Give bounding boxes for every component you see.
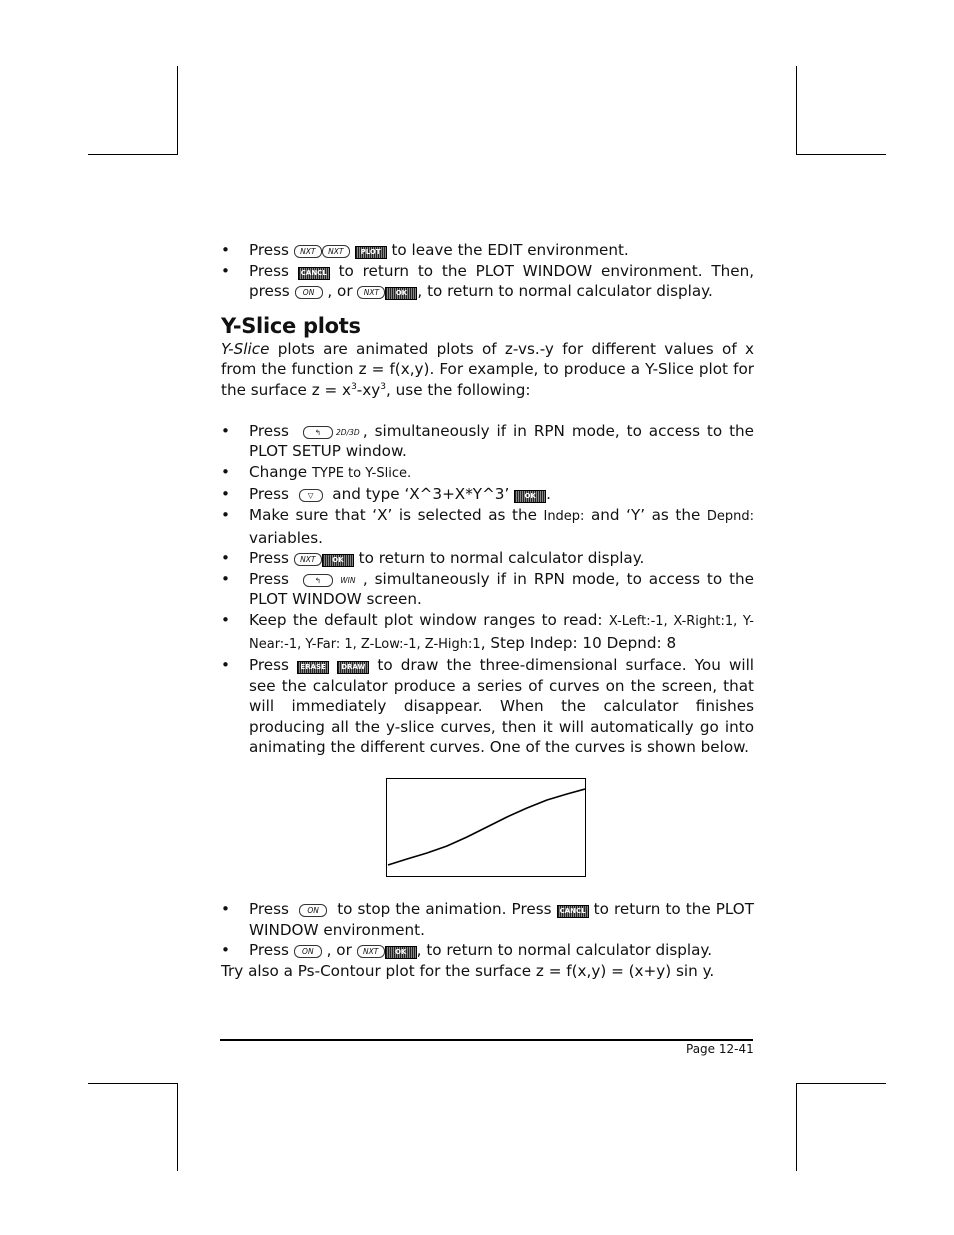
list-item bbox=[221, 462, 754, 485]
ok-softkey-icon: OK bbox=[322, 554, 354, 567]
left-shift-key-icon: ↰ bbox=[303, 426, 333, 439]
erase-softkey-icon: ERASE bbox=[297, 661, 329, 674]
text: variables. bbox=[249, 528, 324, 547]
superscript: 3 bbox=[351, 381, 357, 392]
text: , or bbox=[327, 282, 353, 301]
page-number: Page 12-41 bbox=[686, 1042, 754, 1056]
2d3d-key-icon: 2D/3D bbox=[336, 427, 360, 437]
text: Y-Slice bbox=[365, 465, 407, 481]
text: Press bbox=[249, 656, 289, 675]
crop-mark bbox=[796, 66, 797, 154]
text: X-Left:-1, X-Right:1, Y-Near:-1, Y-Far: 1, Z-Low:-1, Z-High:1 bbox=[249, 613, 754, 652]
text: Press bbox=[249, 261, 289, 280]
crop-mark bbox=[177, 66, 178, 154]
text: Press bbox=[249, 569, 289, 588]
list-item bbox=[221, 899, 754, 940]
nxt-key-icon: NXT bbox=[357, 286, 385, 299]
text: Press bbox=[249, 485, 289, 504]
text: and ‘Y’ as the bbox=[584, 505, 707, 524]
text: TYPE bbox=[311, 465, 344, 481]
text: Press bbox=[249, 941, 289, 960]
nxt-key-icon: NXT bbox=[357, 945, 385, 958]
crop-mark bbox=[796, 1083, 797, 1171]
text: , to return to normal calculator display. bbox=[417, 282, 713, 301]
crop-mark bbox=[796, 154, 886, 155]
down-arrow-key-icon: ▽ bbox=[299, 489, 323, 502]
text: , simultaneously if in RPN mode, to access to the PLOT SETUP window. bbox=[249, 421, 755, 461]
text: and type ‘X^3+X*Y^3’ bbox=[332, 485, 510, 504]
text: Indep: bbox=[543, 508, 585, 524]
text: Change bbox=[249, 462, 312, 481]
on-key-icon: ON bbox=[294, 945, 322, 958]
text: , to return to normal calculator display. bbox=[416, 941, 713, 960]
crop-mark bbox=[88, 1083, 178, 1084]
text: to stop the animation. Press bbox=[337, 900, 552, 919]
nxt-key-icon: NXT bbox=[322, 245, 350, 258]
section-heading: Y-Slice plots bbox=[221, 313, 361, 338]
text: to return to the PLOT WINDOW environment. bbox=[249, 900, 755, 939]
closing-paragraph: Try also a Ps-Contour plot for the surface z = f(x,y) = (x+y) sin y. bbox=[221, 961, 715, 980]
text: Press bbox=[249, 241, 289, 259]
text: to leave the EDIT environment. bbox=[391, 241, 629, 259]
text: , Step Indep: 10 Depnd: 8 bbox=[480, 633, 677, 652]
plot-softkey-icon: PLOT bbox=[355, 246, 387, 259]
y-slice-curve bbox=[388, 789, 585, 865]
list-item bbox=[221, 940, 754, 961]
text: , simultaneously if in RPN mode, to access to the PLOT WINDOW screen. bbox=[249, 569, 755, 609]
crop-mark bbox=[88, 154, 178, 155]
draw-softkey-icon: DRAW bbox=[337, 661, 369, 674]
nxt-key-icon: NXT bbox=[294, 245, 322, 258]
list-item bbox=[221, 569, 754, 610]
list-item bbox=[221, 240, 754, 261]
ok-softkey-icon: OK bbox=[385, 287, 417, 300]
list-item bbox=[221, 610, 754, 655]
text: . bbox=[546, 485, 551, 504]
text: . bbox=[406, 465, 412, 481]
text: , use the following: bbox=[386, 380, 531, 399]
list-item bbox=[221, 548, 754, 569]
text: to return to normal calculator display. bbox=[358, 549, 645, 568]
superscript: 3 bbox=[380, 381, 386, 392]
list-item bbox=[221, 261, 754, 302]
text: Keep the default plot window ranges to read: bbox=[249, 610, 609, 629]
cancel-softkey-icon: CANCL bbox=[557, 905, 589, 918]
text: to draw the three-dimensional surface. You will see the calculator produce a series of curves on the screen, that will immediately disappear. When the calculator finishes producing all the y-slice curves, then it will automatically go into animating the different curves. One of the curves is shown below. bbox=[249, 656, 755, 757]
on-key-icon: ON bbox=[295, 286, 323, 299]
text: , or bbox=[326, 941, 352, 960]
term: Y-Slice bbox=[221, 339, 270, 358]
on-key-icon: ON bbox=[299, 904, 327, 917]
list-item bbox=[221, 505, 754, 548]
footer-rule bbox=[220, 1039, 753, 1041]
list-item bbox=[221, 655, 754, 758]
left-shift-key-icon: ↰ bbox=[303, 574, 333, 587]
win-key-icon: WIN bbox=[340, 575, 356, 585]
ok-softkey-icon: OK bbox=[385, 946, 417, 959]
text: Press bbox=[249, 421, 289, 440]
list-item bbox=[221, 484, 754, 505]
text: Press bbox=[249, 900, 289, 919]
ok-softkey-icon: OK bbox=[514, 490, 546, 503]
y-slice-curve-graphic bbox=[387, 779, 585, 876]
y-slice-plot-screen bbox=[386, 778, 586, 877]
text: Make sure that ‘X’ is selected as the bbox=[249, 505, 544, 524]
text: Depnd: bbox=[706, 508, 754, 524]
page-content bbox=[221, 240, 754, 981]
text: Press bbox=[249, 549, 289, 568]
intro-paragraph bbox=[221, 339, 754, 401]
crop-mark bbox=[177, 1083, 178, 1171]
text: -xy bbox=[356, 380, 381, 399]
crop-mark bbox=[796, 1083, 886, 1084]
nxt-key-icon: NXT bbox=[294, 553, 322, 566]
text: to bbox=[343, 465, 366, 481]
text: plots are animated plots of z-vs.-y for different values of x from the function z = f(x,y). For example, to produce a Y-Slice plot for the surface z = x bbox=[221, 339, 754, 399]
list-item bbox=[221, 421, 754, 462]
cancel-softkey-icon: CANCL bbox=[298, 267, 330, 280]
text: to return to the PLOT WINDOW environment. Then, press bbox=[249, 261, 755, 301]
